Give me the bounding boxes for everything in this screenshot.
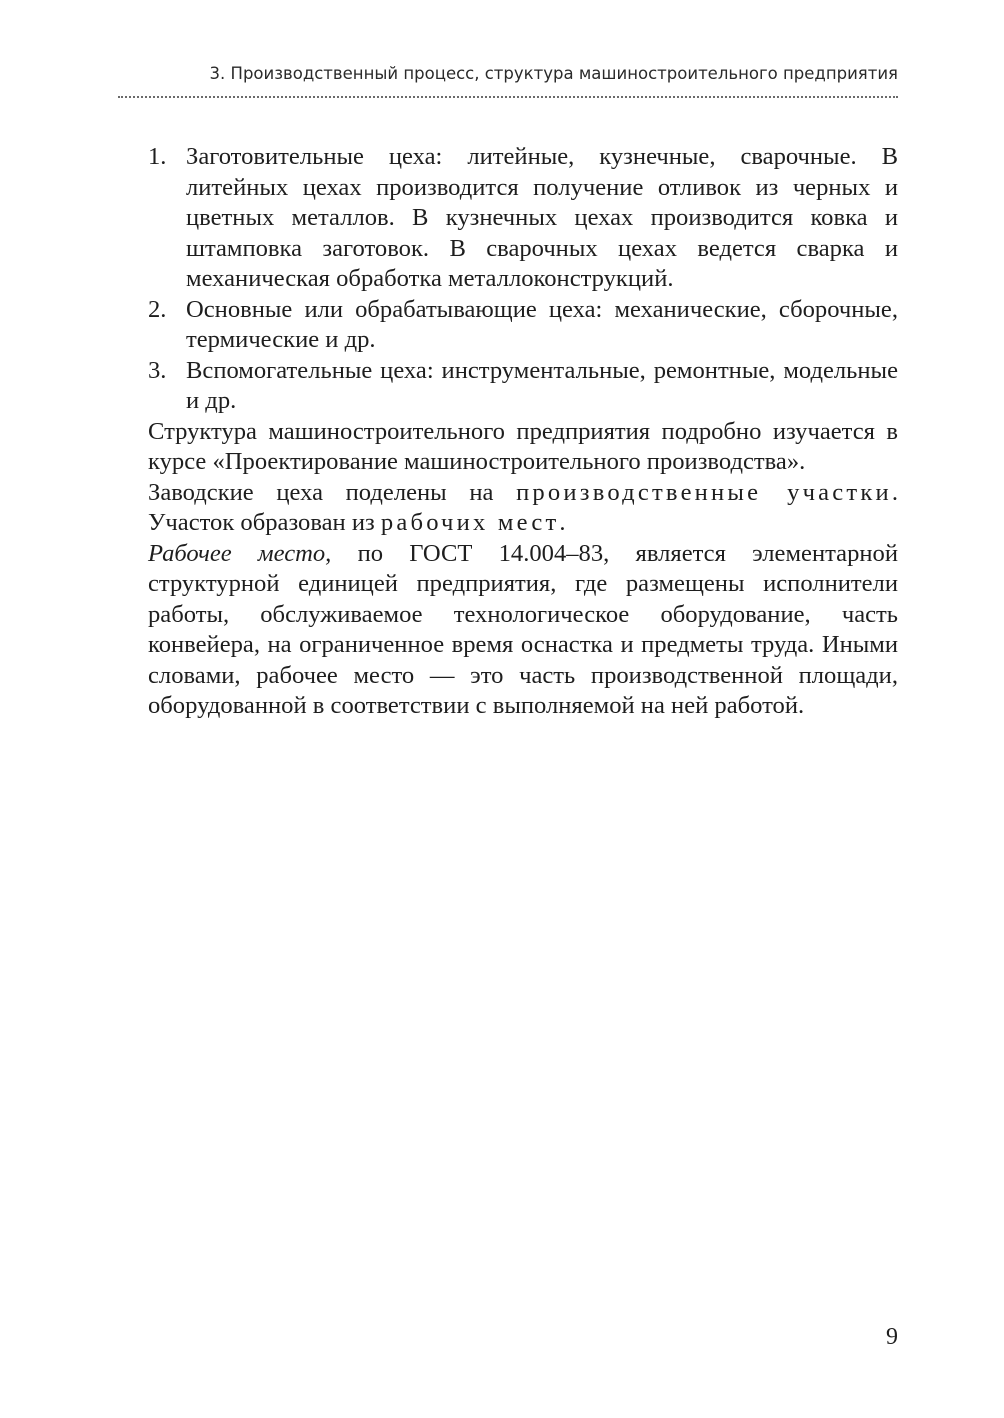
list-item	[148, 356, 898, 417]
page-number: 9	[886, 1324, 898, 1350]
list-item-text: Заготовительные цеха: литейные, кузнечные, сварочные. В литейных цехах производится получение отливок из черных и цветных металлов. В кузнечных цехах производится ковка и штамповка заготовок. В сварочных цехах ведется сварка и механическая обработка металлоконструкций.	[186, 143, 898, 292]
list-item-text: Основные или обрабатывающие цеха: механические, сборочные, термические и др.	[186, 295, 898, 353]
list-item	[148, 295, 898, 356]
header-divider	[118, 96, 898, 98]
workshop-type-list	[148, 142, 898, 417]
paragraph-workshops-text-3: .	[559, 509, 566, 536]
paragraph-workshops-text-1: Заводские цеха поделены на	[148, 478, 517, 506]
term-workplaces: рабочих мест	[380, 509, 560, 536]
list-item-number: 1.	[148, 143, 167, 170]
paragraph-workplace	[148, 539, 898, 722]
paragraph-workplace-text: по ГОСТ 14.004–83, является элементарной структурной единицей предприятия, где размещены исполнители работы, обслуживаемое технологическое оборудование, часть конвейера, на ограниченное время оснастка и предметы труда. Иными словами, рабочее место — это часть производственной площади, оборудованной в соответствии с выполняемой на ней работой.	[148, 539, 898, 719]
term-production-areas: производственные участки	[516, 478, 892, 506]
list-item	[148, 142, 898, 295]
list-item-text: Вспомогательные цеха: инструментальные, ремонтные, модельные и др.	[186, 356, 898, 414]
list-item-number: 3.	[148, 356, 167, 384]
paragraph-structure	[148, 417, 898, 478]
page-body	[148, 142, 898, 722]
term-workplace: Рабочее место,	[148, 539, 332, 567]
paragraph-structure-text: Структура машиностроительного предприятия подробно изучается в курсе «Проектирование машиностроительного производства».	[148, 417, 898, 475]
paragraph-workshops	[148, 478, 898, 539]
list-item-number: 2.	[148, 295, 167, 323]
paragraph-workshops-text-2: . Участок образован из	[148, 478, 899, 536]
running-header: 3. Производственный процесс, структура машиностроительного предприятия	[209, 64, 898, 83]
